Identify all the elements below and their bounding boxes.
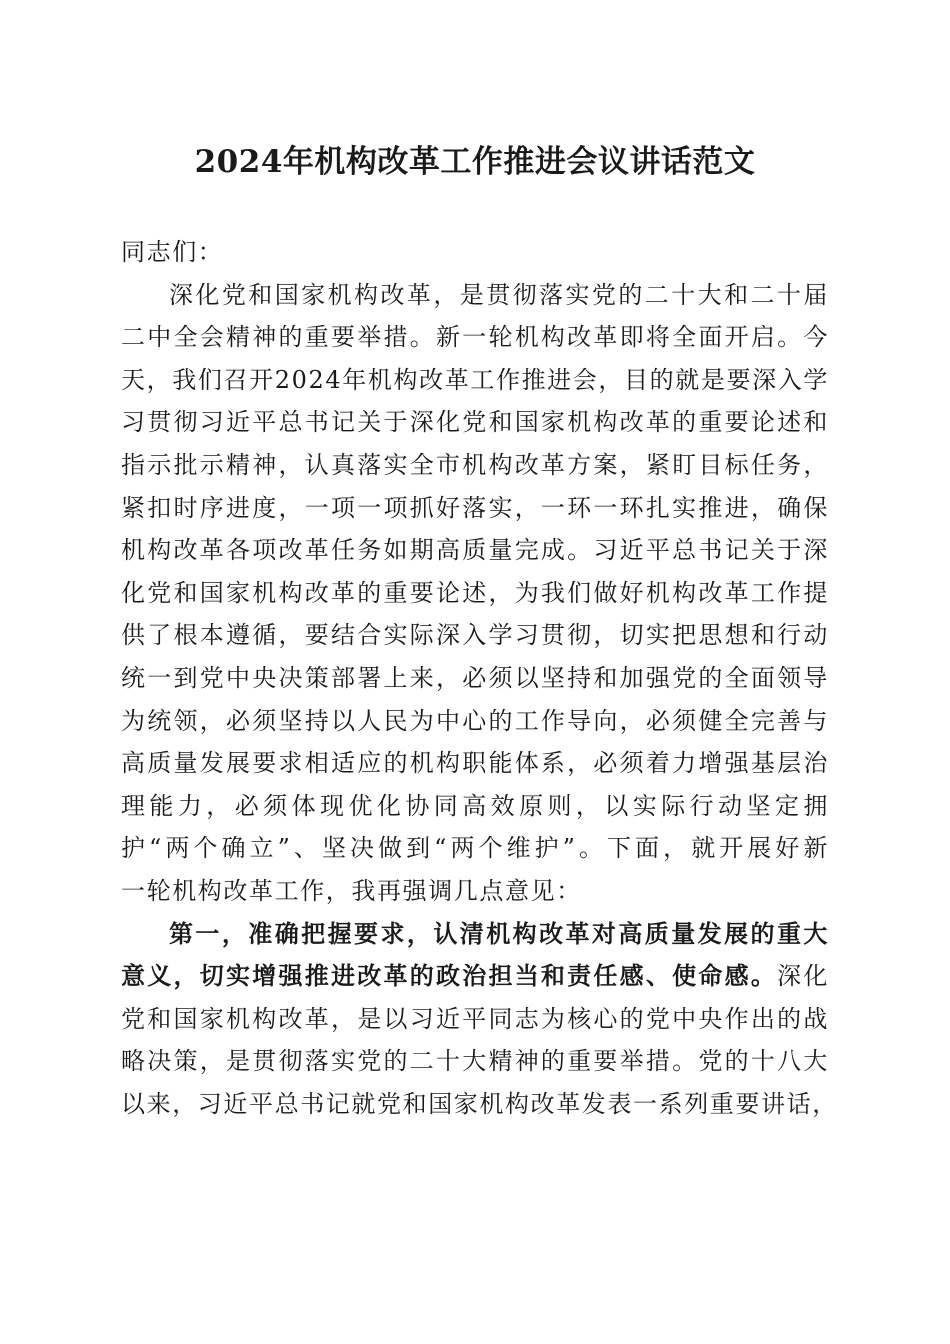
text-fragment: 深化 bbox=[777, 962, 830, 991]
bold-heading-line: 第一，准确把握要求，认清机构改革对高质量发展的重大 bbox=[169, 918, 829, 948]
text-line: 紧扣时序进度，一项一项抓好落实，一环一环扎实推进，确保 bbox=[121, 493, 829, 522]
paragraph-2 bbox=[121, 913, 838, 1126]
text-line: 以来，习近平总书记就党和国家机构改革发表一系列重要讲话， bbox=[121, 1089, 838, 1118]
text-line: 化党和国家机构改革的重要论述，为我们做好机构改革工作提 bbox=[121, 578, 829, 607]
text-line: 天，我们召开2024年机构改革工作推进会，目的就是要深入学 bbox=[121, 365, 829, 394]
text-line: 理能力，必须体现优化协同高效原则，以实际行动坚定拥 bbox=[121, 791, 829, 820]
text-line: 习贯彻习近平总书记关于深化党和国家机构改革的重要论述和 bbox=[121, 408, 829, 437]
text-line: 党和国家机构改革，是以习近平同志为核心的党中央作出的战 bbox=[121, 1004, 829, 1033]
text-line: 略决策，是贯彻落实党的二十大精神的重要举措。党的十八大 bbox=[121, 1047, 829, 1076]
text-line: 高质量发展要求相适应的机构职能体系，必须着力增强基层治 bbox=[121, 749, 829, 778]
text-line: 一轮机构改革工作，我再强调几点意见： bbox=[121, 876, 582, 905]
paragraph-1 bbox=[121, 274, 829, 913]
salutation: 同志们： bbox=[121, 238, 224, 266]
text-line: 机构改革各项改革任务如期高质量完成。习近平总书记关于深 bbox=[121, 536, 829, 565]
text-line: 二中全会精神的重要举措。新一轮机构改革即将全面开启。今 bbox=[121, 323, 829, 352]
bold-heading-fragment: 意义，切实增强推进改革的政治担当和责任感、使命感。 bbox=[121, 961, 778, 991]
text-line: 护“两个确立”、坚决做到“两个维护”。下面，就开展好新 bbox=[121, 834, 829, 863]
text-line: 统一到党中央决策部署上来，必须以坚持和加强党的全面领导 bbox=[121, 663, 829, 692]
text-line: 为统领，必须坚持以人民为中心的工作导向，必须健全完善与 bbox=[121, 706, 829, 735]
text-line: 供了根本遵循，要结合实际深入学习贯彻，切实把思想和行动 bbox=[121, 621, 829, 650]
text-line: 指示批示精神，认真落实全市机构改革方案，紧盯目标任务， bbox=[121, 450, 829, 479]
mixed-line bbox=[121, 955, 829, 998]
text-line: 深化党和国家机构改革，是贯彻落实党的二十大和二十届 bbox=[169, 280, 829, 309]
document-title: 2024年机构改革工作推进会议讲话范文 bbox=[194, 144, 756, 180]
document-body bbox=[121, 231, 838, 1125]
